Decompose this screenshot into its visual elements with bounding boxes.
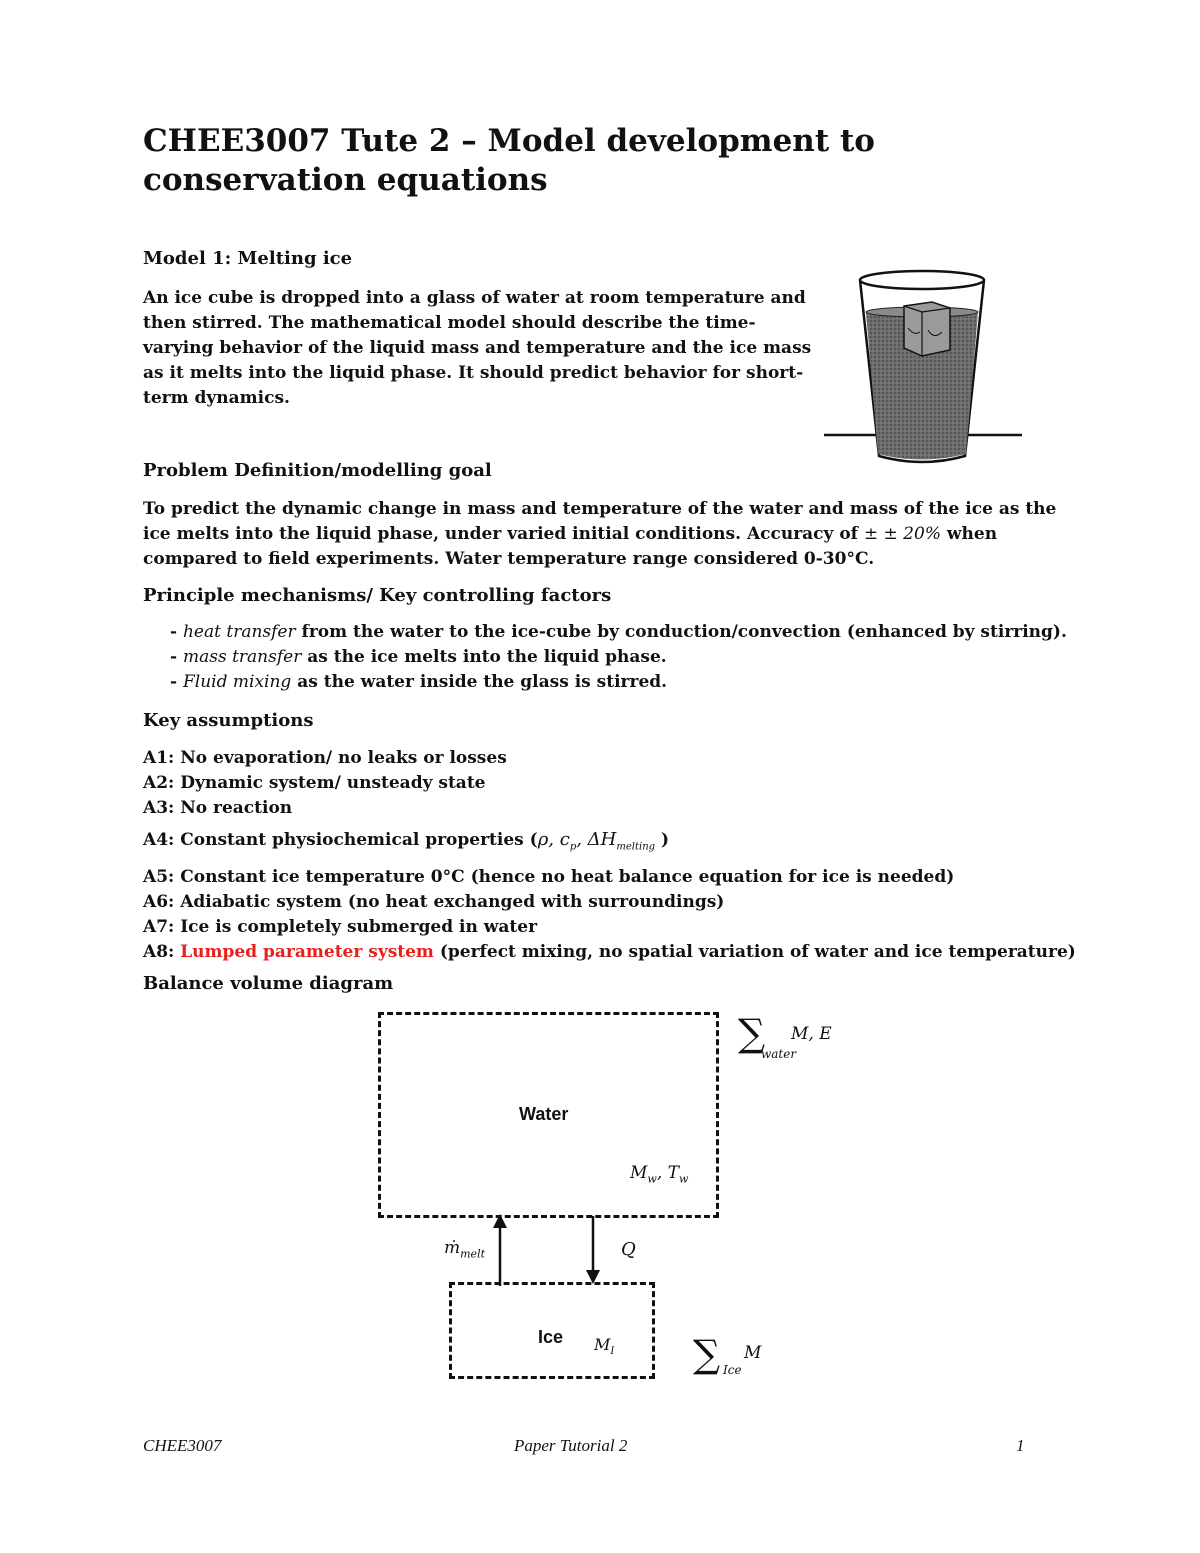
water-label: Water [519,1104,569,1124]
water-mass-sub: w [647,1172,657,1186]
assumptions-heading: Key assumptions [143,710,314,731]
sum-water-symbol: ∑ [738,1011,766,1055]
list-item: - Fluid mixing as the water inside the glass is stirred. [170,672,668,692]
assumption-a5: A5: Constant ice temperature 0°C (hence no heat balance equation for ice is needed) [143,866,955,887]
a4-rho-c: ρ, c [537,829,570,850]
a4-prefix: A4: Constant physiochemical properties ( [143,830,538,850]
mechanism-text: as the ice melts into the liquid phase. [301,647,667,667]
mdot-sub: melt [460,1247,486,1261]
assumption-a7: A7: Ice is completely submerged in water [143,916,538,937]
footer-course: CHEE3007 [143,1436,222,1455]
sum-ice-symbol: ∑ [693,1332,721,1376]
ice-variable [594,1335,614,1357]
ice-glass-illustration [822,268,1024,470]
sum-water-sub: water [761,1047,797,1061]
diagram-heading: Balance volume diagram [143,973,394,994]
melt-arrow-head [493,1214,507,1228]
assumption-a4 [143,825,1093,863]
flow-arrows [470,1212,620,1288]
sum-ice-text: M [744,1343,762,1363]
mechanisms-list [143,620,1073,695]
goal-text-prefix: To predict the dynamic change in mass and temperature of the water and mass of the ice as the ice melts into the liquid phase, under varied initial conditions. Accuracy of [143,499,1057,544]
ice-label: Ice [538,1327,564,1347]
sum-ice-sub: Ice [723,1363,742,1377]
mechanism-term: heat transfer [182,622,296,642]
page-title: CHEE3007 Tute 2 – Model development to conservation equations [143,123,875,198]
goal-text-suffix: when compared to field experiments. Water temperature range considered 0-30°C. [143,524,998,569]
a4-sub-p: p [569,841,577,853]
assumption-a1: A1: No evaporation/ no leaks or losses [143,748,507,768]
list-item: - heat transfer from the water to the ice-cube by conduction/convection (enhanced by stirring). [170,622,1067,642]
a8-prefix: A8: [143,941,181,962]
heat-arrow-head [586,1270,600,1284]
assumption-a6: A6: Adiabatic system (no heat exchanged with surroundings) [143,891,725,912]
list-item: - mass transfer as the ice melts into the liquid phase. [170,647,667,667]
a8-suffix: (perfect mixing, no spatial variation of water and ice temperature) [433,941,1076,962]
assumption-a8 [143,940,1093,965]
water-mass-symbol: M [630,1163,648,1183]
a8-highlight: Lumped parameter system [180,941,434,962]
model-intro: An ice cube is dropped into a glass of water at room temperature and then stirred. The mathematical model should describe the time-varying behavior of the liquid mass and temperature and the ice mass as it melts into the liquid phase. It should predict behavior for short-term dynamics. [143,288,812,408]
a4-sub-melting: melting [616,841,656,853]
goal-text [143,497,1073,572]
sum-water-text: M, E [791,1024,832,1044]
ice-mass-sub: I [610,1346,615,1358]
model-heading: Model 1: Melting ice [143,248,353,269]
a4-math [537,829,656,853]
assumption-a2: A2: Dynamic system/ unsteady state [143,773,486,793]
mechanism-term: Fluid mixing [182,672,292,692]
mechanism-term: mass transfer [182,647,302,667]
mechanism-text: from the water to the ice-cube by conduction/convection (enhanced by stirring). [295,622,1067,642]
goal-heading: Problem Definition/modelling goal [143,460,492,481]
melt-rate-label [444,1238,485,1260]
mechanism-text: as the water inside the glass is stirred. [291,672,668,692]
water-temp-symbol: , T [656,1163,679,1183]
heat-flow-label: Q [621,1239,636,1260]
water-temp-sub: w [679,1172,689,1186]
a4-suffix: ) [660,830,670,850]
goal-accuracy: ± ± 20% [863,524,941,544]
ice-mass-symbol: M [594,1335,611,1354]
water-variables [630,1163,688,1185]
mechanisms-heading: Principle mechanisms/ Key controlling factors [143,585,612,606]
a4-dh: , ΔH [576,829,617,850]
footer-title: Paper Tutorial 2 [514,1436,628,1455]
assumption-a3: A3: No reaction [143,798,293,818]
mdot-symbol: ṁ [444,1238,461,1258]
page-number: 1 [1016,1436,1025,1455]
assumptions-list [143,746,1093,965]
